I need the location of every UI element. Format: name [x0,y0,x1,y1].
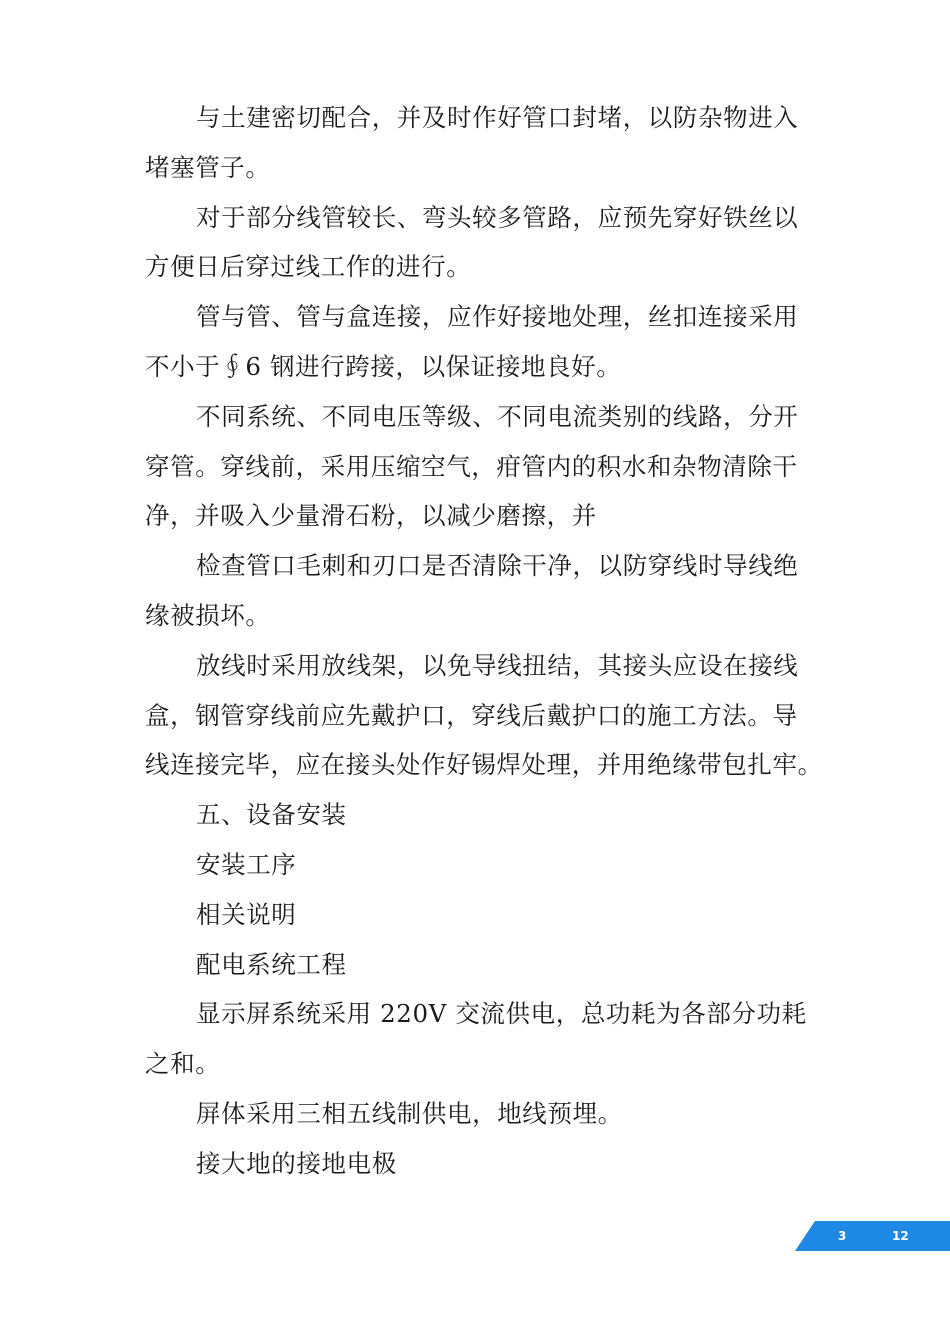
page-badge-shape [0,1221,950,1251]
text-line: 配电系统工程 [196,949,347,979]
text-line: 相关说明 [196,899,297,929]
text-line: 屏体采用三相五线制供电，地线预埋。 [196,1098,623,1128]
text-line: 缘被损坏。 [145,600,271,630]
text-line: 管与管、管与盒连接，应作好接地处理，丝扣连接采用 [196,302,799,332]
text-line: 穿管。穿线前，采用压缩空气，疳管内的积水和杂物清除干 [145,451,798,481]
text-line: 检查管口毛刺和刃口是否清除干净，以防穿线时导线绝 [196,551,799,581]
text-line: 之和。 [145,1049,221,1079]
text-line: 放线时采用放线架，以免导线扭结，其接头应设在接线 [196,650,799,680]
text-line: 线连接完毕，应在接头处作好锡焊处理，并用绝缘带包扎牢。 [145,750,823,780]
current-page-number: 3 [838,1229,847,1243]
text-line: 堵塞管子。 [145,152,271,182]
page-indicator-badge [0,1221,950,1251]
section-heading: 五、设备安装 [196,800,347,830]
text-line: 净，并吸入少量滑石粉，以减少磨擦，并 [145,501,597,531]
text-line: 对于部分线管较长、弯头较多管路，应预先穿好铁丝以 [196,202,799,232]
text-line: 不同系统、不同电压等级、不同电流类别的线路，分开 [196,401,799,431]
text-line: 安装工序 [196,849,297,879]
text-line: 盒，钢管穿线前应先戴护口，穿线后戴护口的施工方法。导 [145,700,798,730]
total-pages-number: 12 [892,1229,909,1243]
text-line: 方便日后穿过线工作的进行。 [145,252,472,282]
document-body [145,93,823,1189]
text-line: 不小于∮6 钢进行跨接，以保证接地良好。 [145,351,622,381]
text-line: 接大地的接地电极 [196,1148,397,1178]
text-line: 与土建密切配合，并及时作好管口封堵，以防杂物进入 [196,103,799,132]
text-line: 显示屏系统采用 220V 交流供电，总功耗为各部分功耗 [196,999,807,1029]
